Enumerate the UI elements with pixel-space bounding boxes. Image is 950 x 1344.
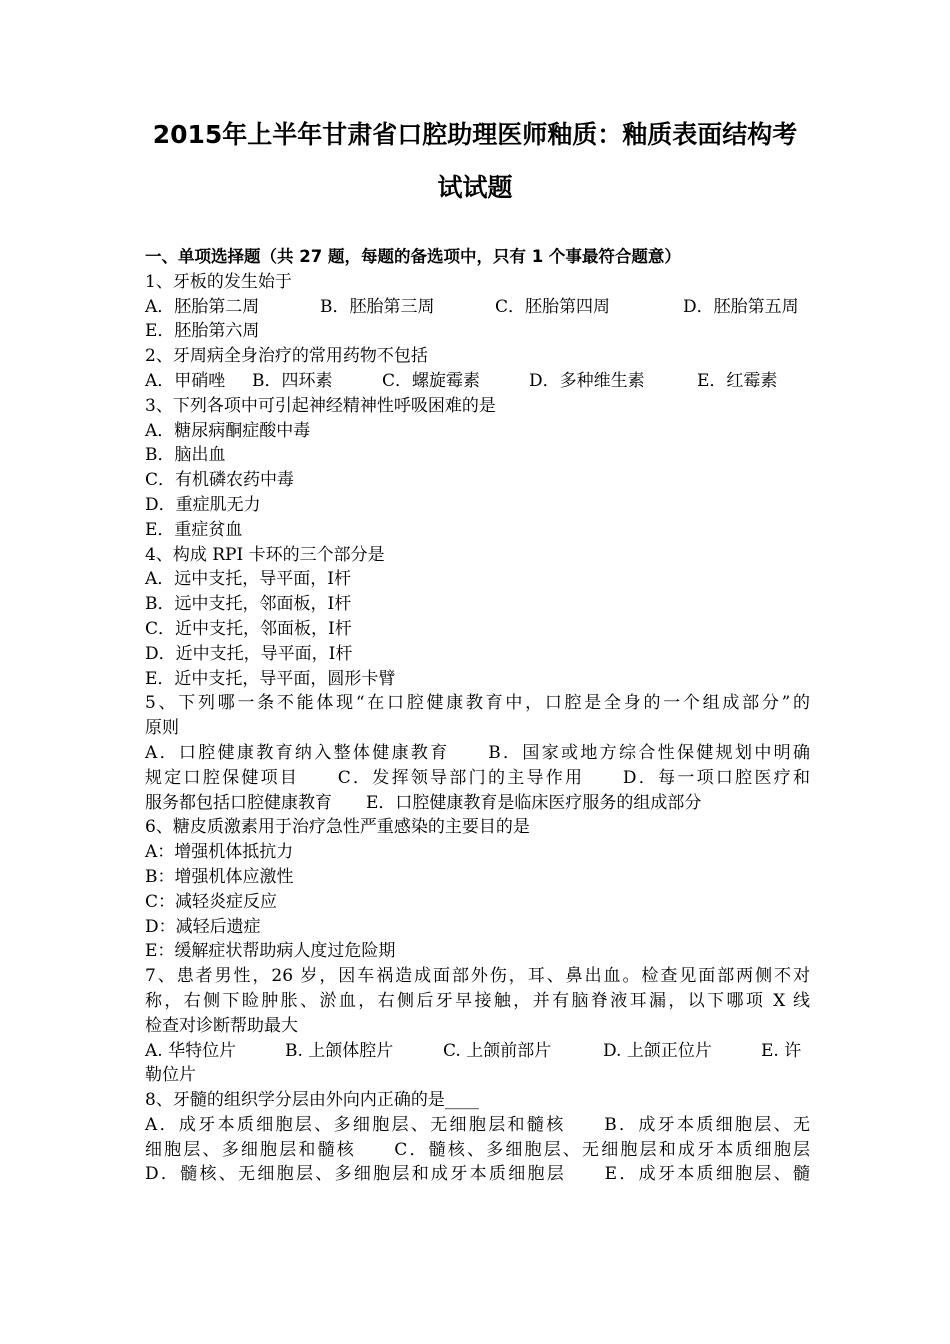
question-5-stem-line-2: 原则 — [145, 718, 179, 739]
question-3-option-c: C．有机磷农药中毒 — [145, 470, 295, 491]
question-6-option-e: E：缓解症状帮助病人度过危险期 — [145, 941, 396, 962]
question-2-stem: 2、牙周病全身治疗的常用药物不包括 — [145, 346, 428, 367]
question-7-option-b: B. 上颌体腔片 — [285, 1040, 394, 1061]
question-2-option-c: C．螺旋霉素 — [382, 370, 481, 391]
question-7-stem-line-3: 检查对诊断帮助最大 — [145, 1015, 298, 1036]
question-6-option-c: C：减轻炎症反应 — [145, 891, 278, 912]
section-heading: 一、单项选择题（共 27 题，每题的备选项中，只有 1 个事最符合题意） — [145, 247, 681, 266]
question-6-option-a: A：增强机体抵抗力 — [145, 842, 294, 863]
question-1-options — [145, 295, 810, 320]
question-5-options-line-2: 规定口腔保健项目 C．发挥领导部门的主导作用 D．每一项口腔医疗和 — [145, 767, 810, 788]
document-title-line-1: 2015年上半年甘肃省口腔助理医师釉质：釉质表面结构考 — [152, 120, 798, 149]
question-3-stem: 3、下列各项中可引起神经精神性呼吸困难的是 — [145, 395, 496, 416]
question-7-option-a: A. 华特位片 — [145, 1040, 237, 1061]
question-7-stem-line-1: 7、患者男性，26 岁，因车祸造成面部外伤，耳、鼻出血。检查见面部两侧不对 — [145, 966, 810, 987]
question-8-options-line-3: D．髓核、无细胞层、多细胞层和成牙本质细胞层 E．成牙本质细胞层、髓 — [145, 1164, 810, 1185]
question-1-option-e: E．胚胎第六周 — [145, 321, 260, 342]
question-1-option-a: A．胚胎第二周 — [145, 296, 260, 317]
question-7-option-e-wrap: 勒位片 — [145, 1065, 196, 1086]
question-5-options-line-3: 服务都包括口腔健康教育 E．口腔健康教育是临床医疗服务的组成部分 — [145, 792, 702, 813]
question-3-option-e: E．重症贫血 — [145, 519, 243, 540]
question-2-option-d: D．多种维生素 — [529, 370, 645, 391]
question-4-option-d: D．近中支托，导平面，Ⅰ杆 — [145, 643, 353, 664]
question-7-option-d: D. 上颌正位片 — [603, 1040, 712, 1061]
question-4-option-a: A．远中支托，导平面，Ⅰ杆 — [145, 569, 351, 590]
question-3-option-d: D．重症肌无力 — [145, 494, 261, 515]
question-4-stem: 4、构成 RPI 卡环的三个部分是 — [145, 544, 385, 565]
document-title-line-2: 试试题 — [437, 173, 513, 202]
question-2-options — [145, 369, 810, 394]
question-1-option-d: D．胚胎第五周 — [683, 296, 799, 317]
question-8-options-line-1: A．成牙本质细胞层、多细胞层、无细胞层和髓核 B．成牙本质细胞层、无 — [145, 1114, 810, 1135]
question-1-stem: 1、牙板的发生始于 — [145, 271, 292, 292]
question-1-option-c: C．胚胎第四周 — [495, 296, 611, 317]
question-2-option-a: A．甲硝唑 — [145, 370, 226, 391]
question-6-option-d: D：减轻后遗症 — [145, 916, 261, 937]
question-6-option-b: B：增强机体应激性 — [145, 866, 294, 887]
question-7-option-c: C. 上颌前部片 — [443, 1040, 552, 1061]
question-8-options-line-2: 细胞层、多细胞层和髓核 C．髓核、多细胞层、无细胞层和成牙本质细胞层 — [145, 1139, 810, 1160]
question-4-option-b: B．远中支托，邻面板，Ⅰ杆 — [145, 594, 352, 615]
question-2-option-b: B．四环素 — [252, 370, 333, 391]
question-4-option-c: C．近中支托，邻面板，Ⅰ杆 — [145, 618, 352, 639]
question-7-stem-line-2: 称，右侧下睑肿胀、淤血，右侧后牙早接触，并有脑脊液耳漏，以下哪项 X 线 — [145, 990, 810, 1011]
question-5-options-line-1: A．口腔健康教育纳入整体健康教育 B．国家或地方综合性保健规划中明确 — [145, 742, 810, 763]
question-7-option-e: E. 许 — [761, 1040, 802, 1061]
question-6-stem: 6、糖皮质激素用于治疗急性严重感染的主要目的是 — [145, 817, 530, 838]
question-3-option-b: B．脑出血 — [145, 445, 226, 466]
question-7-options — [145, 1039, 810, 1064]
question-8-stem: 8、牙髓的组织学分层由外向内正确的是____ — [145, 1090, 479, 1111]
question-5-stem-line-1: 5、下列哪一条不能体现“在口腔健康教育中，口腔是全身的一个组成部分”的 — [145, 693, 810, 714]
question-2-option-e: E．红霉素 — [697, 370, 778, 391]
question-3-option-a: A．糖尿病酮症酸中毒 — [145, 420, 311, 441]
question-1-option-b: B．胚胎第三周 — [320, 296, 435, 317]
document-body — [145, 245, 810, 1187]
question-4-option-e: E．近中支托，导平面，圆形卡臂 — [145, 668, 396, 689]
